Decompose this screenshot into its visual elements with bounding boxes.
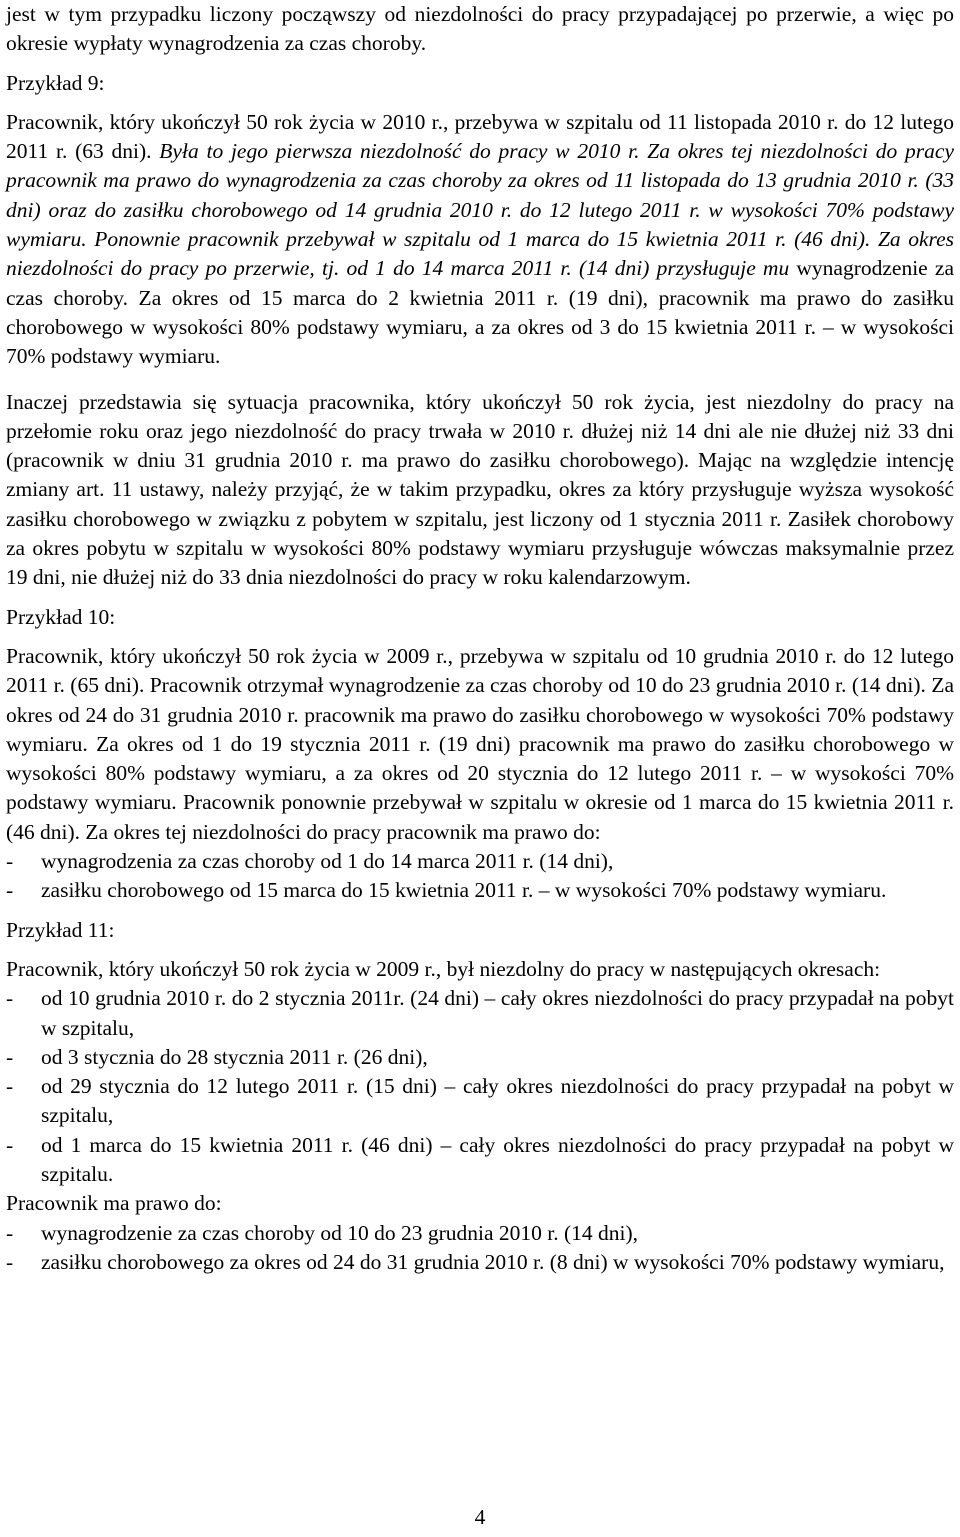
example-11-heading: Przykład 11: (6, 917, 115, 942)
example-9-heading: Przykład 9: (6, 70, 105, 95)
list-item: - wynagrodzenia za czas choroby od 1 do 14 marca 2011 r. (14 dni), (6, 847, 954, 876)
example-10-list (6, 847, 954, 906)
rights-heading: Pracownik ma prawo do: (6, 1191, 222, 1216)
document-page (6, 0, 954, 1277)
intro-paragraph: jest w tym przypadku liczony począwszy od niezdolności do pracy przypadającej po przerwie, a więc po okresie wypłaty wynagrodzenia za czas choroby. (6, 2, 954, 56)
example-11-paragraph: Pracownik, który ukończył 50 rok życia w 2009 r., był niezdolny do pracy w następujących okresach: (6, 956, 881, 981)
example-9-text: Pracownik, który ukończył 50 rok życia w 2010 r., przebywa w szpitalu od 11 listopada 2010 r. do 12 lutego 2011 r. (63 dni). (6, 109, 954, 164)
page-number: 4 (474, 1505, 486, 1529)
list-item: - od 29 stycznia do 12 lutego 2011 r. (15 dni) – cały okres niezdolności do pracy przypadał na pobyt w szpitalu, (6, 1072, 954, 1131)
example-9-tail-text: wynagrodzenie za czas choroby. Za okres od 15 marca do 2 kwietnia 2011 r. (19 dni), pracownik ma prawo do zasiłku chorobowego w wysokości 80% podstawy wymiaru, a za okres od 3 do 15 kwietnia 2011 r. – w wysokości 70% podstawy wymiaru. (6, 256, 954, 369)
list-item: - od 10 grudnia 2010 r. do 2 stycznia 2011r. (24 dni) – cały okres niezdolności do pracy przypadał na pobyt w szpitalu, (6, 984, 954, 1043)
list-item: - zasiłku chorobowego za okres od 24 do 31 grudnia 2010 r. (8 dni) w wysokości 70% podstawy wymiaru, (6, 1248, 954, 1277)
example-10-heading: Przykład 10: (6, 604, 116, 629)
list-item: - zasiłku chorobowego od 15 marca do 15 kwietnia 2011 r. – w wysokości 70% podstawy wymiaru. (6, 876, 954, 905)
example-11-periods-list (6, 984, 954, 1189)
example-9-italic-text: Była to jego pierwsza niezdolność do pracy w 2010 r. Za okres tej niezdolności do pracy pracownik ma prawo do wynagrodzenia za czas choroby za okres od 11 listopada do 13 grudnia 2010 r. (33 dni) oraz do zasiłku chorobowego od 14 grudnia 2010 r. do 12 lutego 2011 r. w wysokości 70% podstawy wymiaru. Ponownie pracownik przebywał w szpitalu od 1 marca do 15 kwietnia 2011 r. (46 dni). Za okres niezdolności do pracy po przerwie, tj. od 1 do 14 marca 2011 r. (14 dni) przysługuje mu (6, 139, 954, 281)
example-10-paragraph: Pracownik, który ukończył 50 rok życia w 2009 r., przebywa w szpitalu od 10 grudnia 2010 r. do 12 lutego 2011 r. (65 dni). Pracownik otrzymał wynagrodzenie za czas choroby od 10 do 23 grudnia 2010 r. (14 dni). Za okres od 24 do 31 grudnia 2010 r. pracownik ma prawo do zasiłku chorobowego w wysokości 70% podstawy wymiaru. Za okres od 1 do 19 stycznia 2011 r. (19 dni) pracownik ma prawo do zasiłku chorobowego w wysokości 80% podstawy wymiaru, a za okres od 20 stycznia do 12 lutego 2011 r. – w wysokości 70% podstawy wymiaru. Pracownik ponownie przebywał w szpitalu w okresie od 1 marca do 15 kwietnia 2011 r. (46 dni). Za okres tej niezdolności do pracy pracownik ma prawo do: (6, 643, 954, 844)
list-item: - od 3 stycznia do 28 stycznia 2011 r. (26 dni), (6, 1043, 954, 1072)
main-paragraph: Inaczej przedstawia się sytuacja pracownika, który ukończył 50 rok życia, jest niezdolny do pracy na przełomie roku oraz jego niezdolność do pracy trwała w 2010 r. dłużej niż 14 dni ale nie dłużej niż 33 dni (pracownik w dniu 31 grudnia 2010 r. ma prawo do zasiłku chorobowego). Mając na względzie intencję zmiany art. 11 ustawy, należy przyjąć, że w takim przypadku, okres za który przysługuje wyższa wysokość zasiłku chorobowego w związku z pobytem w szpitalu, jest liczony od 1 stycznia 2011 r. Zasiłek chorobowy za okres pobytu w szpitalu w wysokości 80% podstawy wymiaru przysługuje wówczas maksymalnie przez 19 dni, nie dłużej niż do 33 dnia niezdolności do pracy w roku kalendarzowym. (6, 389, 954, 590)
example-9-paragraph (6, 108, 954, 372)
rights-list (6, 1219, 954, 1278)
list-item: - od 1 marca do 15 kwietnia 2011 r. (46 dni) – cały okres niezdolności do pracy przypadał na pobyt w szpitalu. (6, 1131, 954, 1190)
list-item: - wynagrodzenie za czas choroby od 10 do 23 grudnia 2010 r. (14 dni), (6, 1219, 954, 1248)
